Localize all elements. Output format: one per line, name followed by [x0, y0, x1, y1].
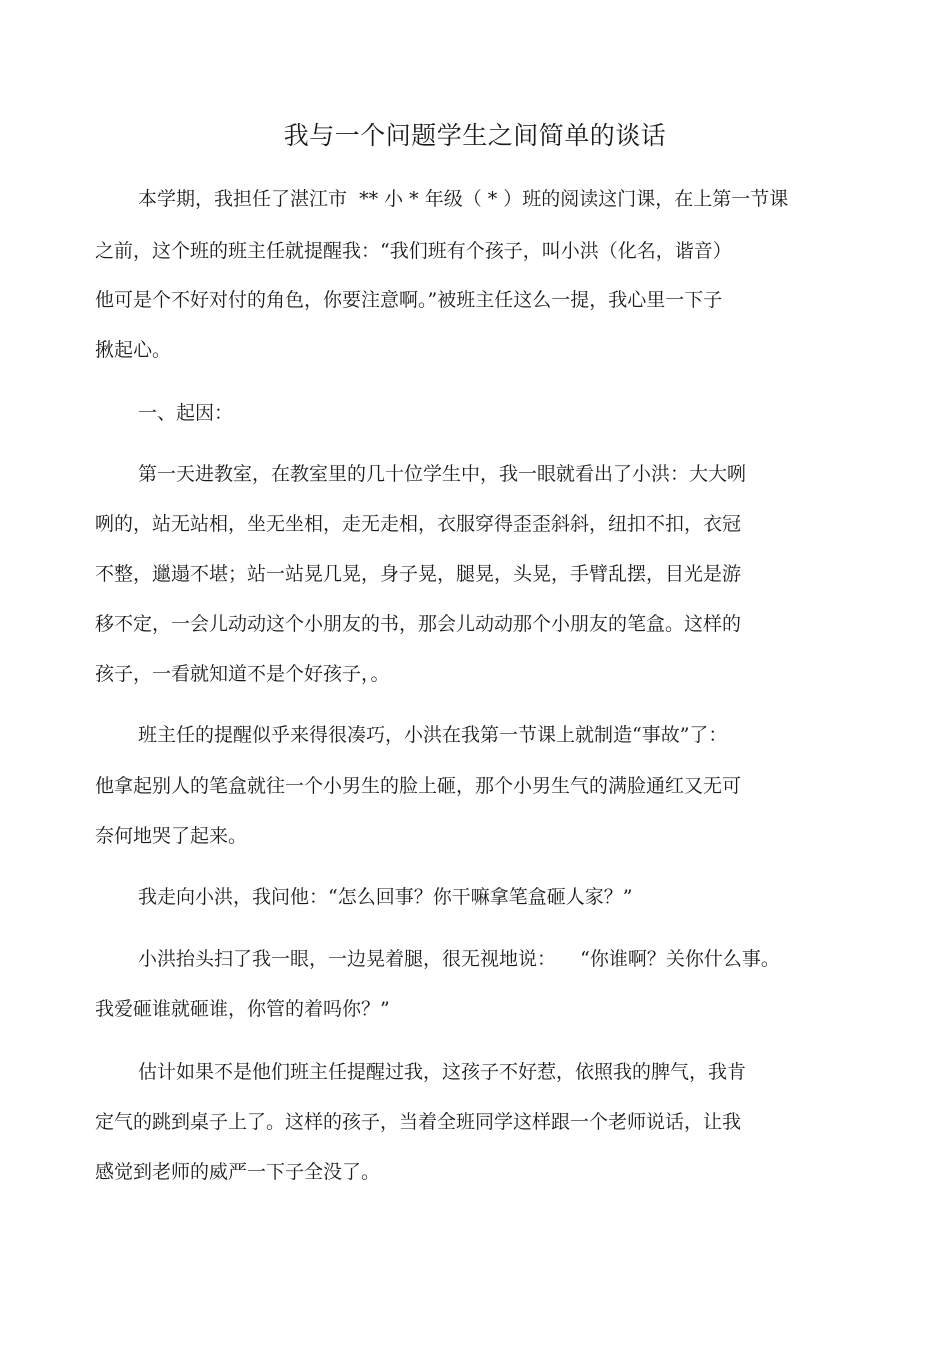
text-line: 班主任的提醒似乎来得很凑巧，小洪在我第一节课上就制造“事故”了：	[138, 724, 728, 746]
text-line: 移不定，一会儿动动这个小朋友的书，那会儿动动那个小朋友的笔盒。这样的	[95, 613, 742, 635]
text-line: 本学期，我担任了湛江市 ** 小 * 年级（ * ）班的阅读这门课，在上第一节课	[138, 188, 789, 210]
text-line: 咧的，站无站相，坐无坐相，走无走相，衣服穿得歪歪斜斜，纽扣不扣，衣冠	[95, 513, 742, 535]
document-title: 我与一个问题学生之间简单的谈话	[283, 121, 667, 150]
text-line: 之前，这个班的班主任就提醒我：“我们班有个孩子，叫小洪（化名，谐音）	[95, 240, 732, 262]
text-line: 孩子，一看就知道不是个好孩子，。	[95, 663, 390, 685]
text-line: 我爱砸谁就砸谁，你管的着吗你？”	[95, 998, 390, 1020]
text-line: 揪起心。	[95, 339, 172, 361]
text-line: 定气的跳到桌子上了。这样的孩子，当着全班同学这样跟一个老师说话，让我	[95, 1111, 742, 1133]
text-line: 感觉到老师的威严一下子全没了。	[95, 1161, 381, 1183]
text-line: 奈何地哭了起来。	[95, 825, 248, 847]
text-line: 估计如果不是他们班主任提醒过我，这孩子不好惹，依照我的脾气，我肯	[138, 1061, 747, 1083]
text-line: 小洪抬头扫了我一眼，一边晃着腿，很无视地说： “你谁啊？关你什么事。	[138, 948, 780, 970]
text-line: 我走向小洪，我问他：“怎么回事？你干嘛拿笔盒砸人家？”	[138, 886, 633, 908]
text-line: 他拿起别人的笔盒就往一个小男生的脸上砸，那个小男生气的满脸通红又无可	[95, 775, 742, 797]
text-line: 第一天进教室，在教室里的几十位学生中，我一眼就看出了小洪：大大咧	[138, 463, 747, 485]
text-line: 一、起因：	[138, 402, 234, 424]
text-line: 他可是个不好对付的角色，你要注意啊。”被班主任这么一提，我心里一下子	[95, 289, 723, 311]
text-line: 不整，邋遢不堪；站一站晃几晃，身子晃，腿晃，头晃，手臂乱摆，目光是游	[95, 563, 742, 585]
